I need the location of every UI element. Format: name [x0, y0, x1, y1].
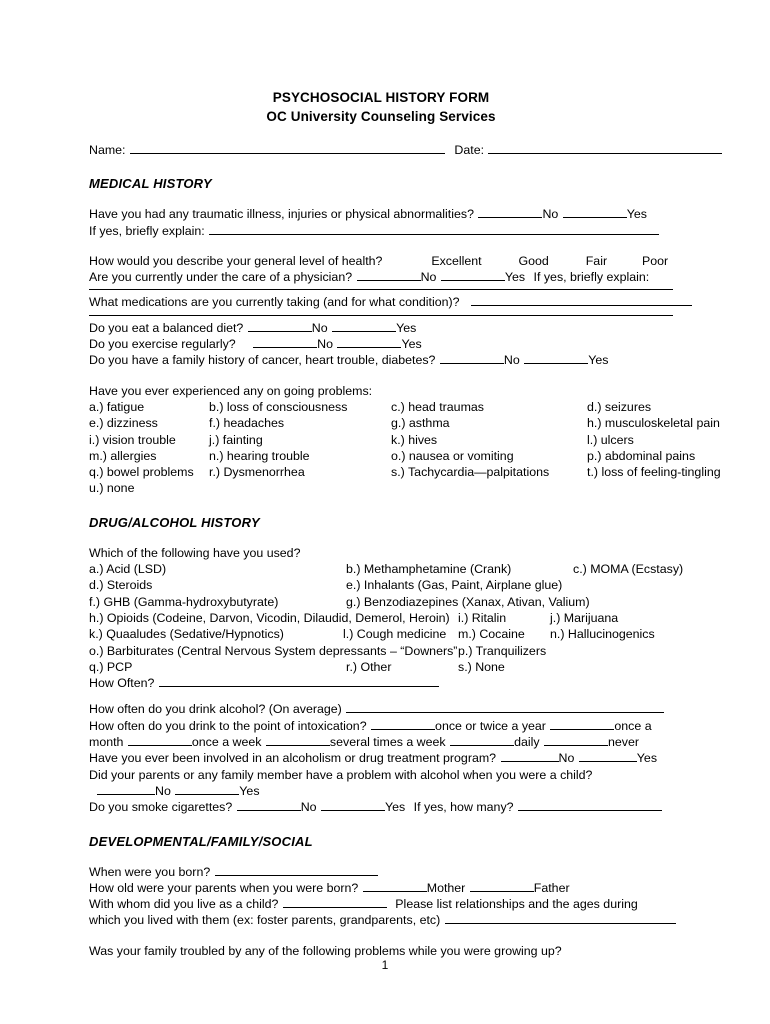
smoke-how-many-blank[interactable] — [518, 799, 662, 811]
divider-rule — [89, 315, 673, 316]
drug-item-e[interactable]: e.) Inhalants (Gas, Paint, Airplane glue) — [346, 578, 563, 593]
symptom-item[interactable]: q.) bowel problems — [89, 465, 194, 480]
drug-item-s[interactable]: s.) None — [458, 659, 505, 674]
question-text: How old were your parents when you were born? — [89, 880, 359, 895]
freq-once-week: once a week — [191, 735, 262, 750]
parents-alcohol-yes-blank[interactable] — [175, 783, 239, 795]
section-heading-medical: MEDICAL HISTORY — [89, 176, 212, 192]
question-intoxication-frequency-cont — [89, 734, 673, 750]
drug-row — [89, 577, 673, 593]
symptom-item[interactable]: d.) seizures — [587, 399, 652, 414]
symptom-item[interactable]: i.) vision trouble — [89, 432, 176, 447]
symptom-item[interactable]: g.) asthma — [391, 416, 450, 431]
question-parents-alcohol: Did your parents or any family member have a problem with alcohol when you were a child? — [89, 767, 593, 782]
divider-rule — [89, 289, 673, 290]
question-trauma-explain — [89, 223, 673, 239]
symptom-item[interactable]: o.) nausea or vomiting — [391, 448, 514, 463]
question-how-often — [89, 675, 673, 691]
treatment-no-blank[interactable] — [501, 750, 559, 762]
question-text: What medications are you currently taking (and for what condition)? — [89, 295, 460, 310]
drug-item-p[interactable]: p.) Tranquilizers — [458, 643, 547, 658]
drug-item-l[interactable]: l.) Cough medicine — [343, 627, 447, 642]
question-parents-age — [89, 880, 673, 896]
symptom-item[interactable]: s.) Tachycardia—palpitations — [391, 465, 550, 480]
symptom-item[interactable]: m.) allergies — [89, 448, 157, 463]
question-live-with — [89, 896, 673, 912]
name-label: Name: — [89, 143, 126, 157]
when-born-blank[interactable] — [215, 864, 378, 876]
drug-row — [89, 610, 673, 626]
drug-item-q[interactable]: q.) PCP — [89, 659, 133, 674]
page-number: 1 — [381, 958, 389, 972]
how-often-blank[interactable] — [159, 675, 439, 687]
no-label: No — [503, 353, 520, 368]
question-text: Have you had any traumatic illness, injuries or physical abnormalities? — [89, 207, 474, 222]
yes-label: Yes — [636, 751, 658, 766]
diet-yes-blank[interactable] — [332, 320, 396, 332]
explain-label: If yes, briefly explain: — [533, 270, 650, 285]
question-text: Have you ever been involved in an alcoholism or drug treatment program? — [89, 751, 497, 766]
question-text: Do you eat a balanced diet? — [89, 320, 244, 335]
no-label: No — [155, 783, 171, 798]
treatment-yes-blank[interactable] — [579, 750, 637, 762]
question-text: Do you exercise regularly? — [89, 337, 236, 352]
intox-once-twice-year-blank[interactable] — [371, 718, 435, 730]
symptom-item[interactable]: e.) dizziness — [89, 416, 158, 431]
question-text: Do you smoke cigarettes? — [89, 800, 233, 815]
intox-several-week-blank[interactable] — [266, 734, 330, 746]
section-heading-drug-alcohol: DRUG/ALCOHOL HISTORY — [89, 514, 260, 530]
question-text: Do you have a family history of cancer, heart trouble, diabetes? — [89, 353, 436, 368]
live-with-blank[interactable] — [283, 896, 387, 908]
question-parents-alcohol-answers — [89, 783, 673, 799]
no-label: No — [317, 337, 333, 352]
symptom-item[interactable]: j.) fainting — [209, 432, 263, 447]
symptom-item[interactable]: h.) musculoskeletal pain — [587, 416, 720, 431]
question-text: Are you currently under the care of a physician? — [89, 270, 353, 285]
symptom-item[interactable]: c.) head traumas — [391, 399, 484, 414]
question-text: which you lived with them (ex: foster parents, grandparents, etc) — [89, 913, 441, 928]
question-family-troubled: Was your family troubled by any of the following problems while you were growing up? — [89, 943, 562, 958]
option-excellent[interactable]: Excellent — [431, 253, 482, 268]
symptom-item[interactable]: a.) fatigue — [89, 399, 145, 414]
mother-label: Mother — [426, 880, 466, 895]
intox-once-week-blank[interactable] — [128, 734, 192, 746]
question-text: If yes, briefly explain: — [89, 223, 205, 238]
section-heading-developmental: DEVELOPMENTAL/FAMILY/SOCIAL — [89, 833, 313, 849]
drug-item-b[interactable]: b.) Methamphetamine (Crank) — [346, 562, 512, 577]
exercise-no-blank[interactable] — [253, 336, 317, 348]
freq-several-week: several times a week — [329, 735, 446, 750]
symptom-item[interactable]: f.) headaches — [209, 416, 285, 431]
question-text: When were you born? — [89, 864, 211, 879]
question-medications — [89, 294, 673, 310]
no-label: No — [558, 751, 575, 766]
family-history-yes-blank[interactable] — [524, 352, 588, 364]
physician-yes-blank[interactable] — [441, 269, 505, 281]
option-good[interactable]: Good — [518, 253, 549, 268]
date-field-blank[interactable] — [488, 142, 722, 154]
question-health-level — [89, 253, 673, 269]
question-text: How often do you drink alcohol? (On average) — [89, 702, 342, 717]
how-often-label: How Often? — [89, 676, 155, 691]
freq-once-a: once a — [614, 718, 652, 733]
title-line-2: OC University Counseling Services — [266, 109, 496, 124]
name-date-row — [89, 142, 673, 158]
no-label: No — [300, 800, 317, 815]
symptom-list — [89, 399, 721, 497]
freq-month: month — [89, 735, 124, 750]
no-label: No — [542, 207, 559, 222]
no-label: No — [311, 320, 328, 335]
exercise-yes-blank[interactable] — [337, 336, 401, 348]
question-physician-care — [89, 269, 673, 285]
symptom-item[interactable]: r.) Dysmenorrhea — [209, 465, 305, 480]
drug-item-o[interactable]: o.) Barbiturates (Central Nervous System depressants – “Downers” — [89, 643, 458, 658]
symptom-item[interactable]: k.) hives — [391, 432, 438, 447]
yes-label: Yes — [626, 207, 647, 222]
question-when-born — [89, 864, 673, 880]
trauma-explain-blank[interactable] — [209, 223, 659, 235]
freq-once-twice-year: once or twice a year — [435, 718, 546, 733]
drink-often-blank[interactable] — [346, 701, 664, 713]
question-family-history — [89, 352, 673, 368]
question-intoxication-frequency — [89, 718, 673, 734]
title-line-1: PSYCHOSOCIAL HISTORY FORM — [272, 90, 490, 105]
drug-item-d[interactable]: d.) Steroids — [89, 578, 153, 593]
trauma-yes-blank[interactable] — [563, 206, 627, 218]
name-field-blank[interactable] — [130, 142, 445, 154]
father-age-blank[interactable] — [470, 880, 534, 892]
question-smoke-cigarettes — [89, 799, 673, 815]
drug-item-r[interactable]: r.) Other — [346, 659, 392, 674]
drug-row — [89, 643, 673, 659]
drug-item-i[interactable]: i.) Ritalin — [458, 610, 507, 625]
document-title — [89, 88, 673, 126]
symptom-item[interactable]: l.) ulcers — [587, 432, 634, 447]
drug-item-a[interactable]: a.) Acid (LSD) — [89, 562, 167, 577]
yes-label: Yes — [588, 353, 609, 368]
smoke-how-many-label: If yes, how many? — [413, 800, 514, 815]
symptom-item[interactable]: b.) loss of consciousness — [209, 399, 348, 414]
family-history-no-blank[interactable] — [440, 352, 504, 364]
physician-no-blank[interactable] — [357, 269, 421, 281]
father-label: Father — [533, 880, 570, 895]
drug-item-c[interactable]: c.) MOMA (Ecstasy) — [573, 562, 684, 577]
question-text-cont: Please list relationships and the ages during — [395, 897, 638, 912]
drug-item-m[interactable]: m.) Cocaine — [458, 627, 525, 642]
freq-never: never — [608, 735, 640, 750]
freq-daily: daily — [514, 735, 540, 750]
question-live-with-line2 — [89, 912, 673, 928]
question-drink-alcohol-often — [89, 701, 673, 717]
intox-once-month-blank[interactable] — [550, 718, 614, 730]
drug-item-h[interactable]: h.) Opioids (Codeine, Darvon, Vicodin, Dilaudid, Demerol, Heroin) — [89, 610, 450, 625]
diet-no-blank[interactable] — [248, 320, 312, 332]
no-label: No — [420, 270, 437, 285]
question-which-used: Which of the following have you used? — [89, 545, 301, 560]
question-exercise — [89, 336, 673, 352]
yes-label: Yes — [396, 320, 417, 335]
yes-label: Yes — [401, 337, 422, 352]
smoke-yes-blank[interactable] — [321, 799, 385, 811]
symptom-item[interactable]: u.) none — [89, 481, 135, 496]
question-treatment-program — [89, 750, 673, 766]
intox-never-blank[interactable] — [544, 734, 608, 746]
drug-item-k[interactable]: k.) Quaaludes (Sedative/Hypnotics) — [89, 627, 284, 642]
drug-row — [89, 659, 673, 675]
yes-label: Yes — [239, 783, 260, 798]
date-label: Date: — [454, 143, 485, 157]
yes-label: Yes — [504, 270, 526, 285]
question-balanced-diet — [89, 320, 673, 336]
drug-row — [89, 594, 673, 610]
question-ongoing-problems: Have you ever experienced any on going problems: — [89, 383, 373, 398]
symptom-item[interactable]: n.) hearing trouble — [209, 448, 310, 463]
parents-alcohol-no-blank[interactable] — [97, 783, 155, 795]
drug-item-g[interactable]: g.) Benzodiazepines (Xanax, Ativan, Valium) — [346, 594, 590, 609]
symptom-item[interactable]: p.) abdominal pains — [587, 448, 696, 463]
option-poor[interactable]: Poor — [641, 253, 669, 268]
yes-label: Yes — [385, 800, 406, 815]
drug-item-j[interactable]: j.) Marijuana — [550, 610, 619, 625]
question-text: How would you describe your general level of health? — [89, 253, 383, 268]
option-fair[interactable]: Fair — [585, 253, 608, 268]
intox-daily-blank[interactable] — [450, 734, 514, 746]
smoke-no-blank[interactable] — [237, 799, 301, 811]
drug-item-n[interactable]: n.) Hallucinogenics — [550, 627, 655, 642]
live-with-relationships-blank[interactable] — [445, 912, 676, 924]
medications-blank[interactable] — [471, 294, 692, 306]
drug-row — [89, 626, 673, 642]
question-text: With whom did you live as a child? — [89, 897, 279, 912]
symptom-item[interactable]: t.) loss of feeling-tingling — [587, 465, 721, 480]
drug-item-f[interactable]: f.) GHB (Gamma-hydroxybutyrate) — [89, 594, 279, 609]
trauma-no-blank[interactable] — [478, 206, 542, 218]
drug-row — [89, 561, 684, 577]
question-text: How often do you drink to the point of intoxication? — [89, 718, 367, 733]
question-traumatic-illness — [89, 206, 673, 222]
mother-age-blank[interactable] — [363, 880, 427, 892]
